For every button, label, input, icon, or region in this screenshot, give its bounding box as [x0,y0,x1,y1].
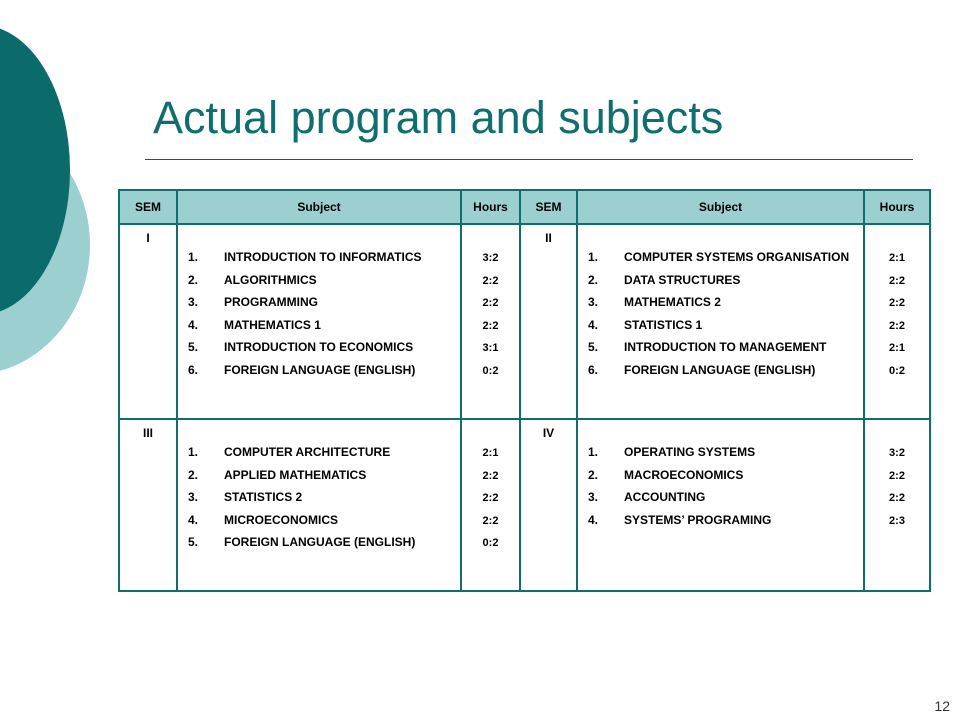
hours-value: 2:2 [482,319,499,332]
subject-item [188,362,460,378]
subject-item [588,467,863,483]
hours-value: 2:2 [482,274,499,287]
hours-value: 2:2 [889,274,905,287]
hours-value: 2:1 [889,252,905,264]
subject-item [588,249,863,265]
hours-cell [864,224,930,419]
subject-item [588,362,863,378]
subject-number: 3. [588,295,599,309]
subjects-cell [177,419,461,591]
page-number: 12 [934,698,950,714]
hours-value: 0:2 [482,364,499,377]
subject-number: 2. [588,467,599,482]
subjects-cell [577,419,864,591]
subject-name: FOREIGN LANGUAGE (ENGLISH) [224,362,416,377]
semester-cell: III [119,419,177,591]
subject-number: 2. [588,272,599,287]
subject-name: STATISTICS 1 [624,317,703,332]
subject-number: 3. [588,490,599,504]
semester-cell: IV [520,419,577,591]
header-subject-right: Subject [577,190,864,224]
hours-value: 3:2 [889,447,905,459]
program-table [118,189,931,592]
subject-item [588,317,863,333]
subject-item [188,294,460,310]
subject-name: DATA STRUCTURES [624,272,741,287]
subject-name: APPLIED MATHEMATICS [224,467,367,482]
subject-item [188,339,460,355]
subjects-cell [577,224,864,419]
hours-cell [461,224,520,419]
subject-number: 5. [588,340,599,354]
subject-name: INTRODUCTION TO MANAGEMENT [624,340,827,354]
subject-number: 4. [188,512,199,527]
header-hours-right: Hours [864,190,930,224]
subject-item [588,339,863,355]
subject-number: 4. [588,512,599,527]
header-subject-left: Subject [177,190,461,224]
subject-name: ALGORITHMICS [224,272,317,287]
hours-cell [461,419,520,591]
subject-name: COMPUTER ARCHITECTURE [224,445,391,459]
subject-item [588,272,863,288]
hours-value: 2:2 [482,297,499,309]
subject-number: 5. [188,340,199,354]
subject-item [588,512,863,528]
hours-value: 2:3 [889,514,905,527]
subjects-cell [177,224,461,419]
subject-item [188,489,460,505]
subject-item [588,444,863,460]
hours-value: 2:2 [889,319,905,332]
subject-name: FOREIGN LANGUAGE (ENGLISH) [224,535,416,549]
subject-name: MATHEMATICS 2 [624,295,721,309]
hours-list [865,445,929,529]
subject-number: 4. [188,317,199,332]
subject-name: ACCOUNTING [624,490,706,504]
subject-name: SYSTEMS’ PROGRAMING [624,512,772,527]
subject-name: INTRODUCTION TO ECONOMICS [224,340,414,354]
subject-number: 6. [588,362,599,377]
subject-item [188,444,460,460]
subject-name: MATHEMATICS 1 [224,317,321,332]
semester-cell: I [119,224,177,419]
table-row [119,224,930,419]
subject-number: 3. [188,295,199,309]
subject-name: COMPUTER SYSTEMS ORGANISATION [624,250,850,264]
header-sem-right: SEM [520,190,577,224]
subject-number: 2. [188,467,199,482]
table-row [119,419,930,591]
hours-value: 2:2 [482,514,499,527]
subject-name: STATISTICS 2 [224,490,303,504]
hours-value: 2:1 [482,447,499,459]
subject-number: 5. [188,535,199,549]
subject-item [588,489,863,505]
hours-value: 0:2 [482,537,499,549]
header-hours-left: Hours [461,190,520,224]
subject-number: 2. [188,272,199,287]
subject-item [188,467,460,483]
subject-item [188,249,460,265]
subject-item [188,534,460,550]
subject-number: 1. [188,250,199,264]
hours-list [462,250,519,379]
hours-list [462,445,519,551]
subject-list [578,249,863,378]
subject-item [588,294,863,310]
hours-value: 0:2 [889,364,905,377]
subject-item [188,512,460,528]
subject-number: 3. [188,490,199,504]
subject-name: FOREIGN LANGUAGE (ENGLISH) [624,362,816,377]
table-header-row [119,190,930,224]
subject-number: 6. [188,362,199,377]
subject-list [178,249,460,378]
hours-cell [864,419,930,591]
hours-value: 2:1 [889,342,905,354]
slide-title: Actual program and subjects [153,92,724,143]
subject-item [188,272,460,288]
subject-name: PROGRAMMING [224,295,318,309]
hours-list [865,250,929,379]
subject-list [578,444,863,528]
hours-value: 3:2 [482,252,499,264]
subject-number: 1. [188,445,199,459]
hours-value: 3:1 [482,342,499,354]
subject-list [178,444,460,550]
title-divider [145,159,913,160]
subject-name: MICROECONOMICS [224,512,338,527]
subject-name: INTRODUCTION TO INFORMATICS [224,250,422,264]
subject-item [188,317,460,333]
hours-value: 2:2 [482,492,499,504]
header-sem-left: SEM [119,190,177,224]
subject-number: 1. [588,445,599,459]
hours-value: 2:2 [889,469,905,482]
subject-name: OPERATING SYSTEMS [624,445,756,459]
subject-number: 1. [588,250,599,264]
semester-cell: II [520,224,577,419]
hours-value: 2:2 [889,492,905,504]
subject-name: MACROECONOMICS [624,467,744,482]
hours-value: 2:2 [889,297,905,309]
subject-number: 4. [588,317,599,332]
hours-value: 2:2 [482,469,499,482]
